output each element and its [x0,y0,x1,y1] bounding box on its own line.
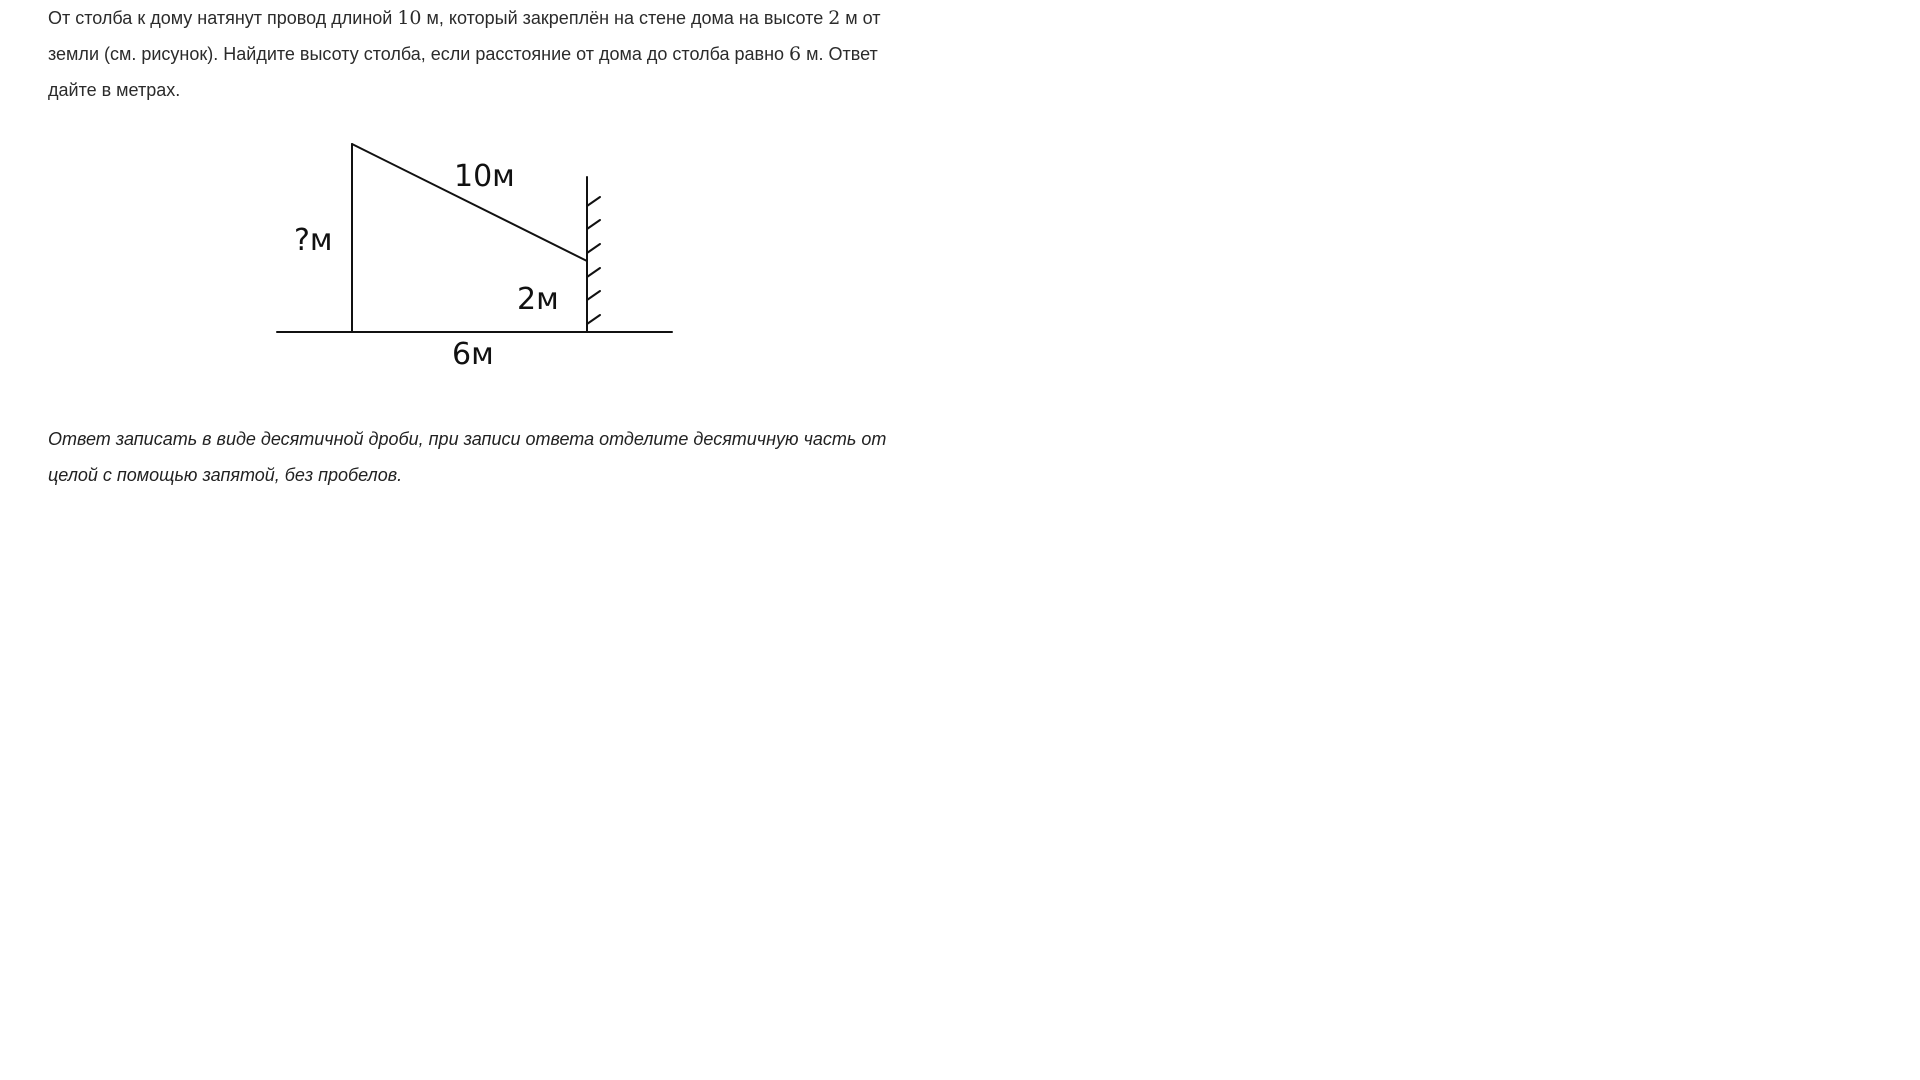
problem-text-part1: От столба к дому натянут провод длиной [48,8,398,28]
wire-length-value: 10 [397,7,422,29]
problem-text-part3: м от земли (см. рисунок). Найдите высоту столба, если расстояние от дома до столба равно [48,8,881,64]
problem-text-part4: м. Ответ дайте в метрах. [48,44,878,100]
distance-value: 6 [789,43,802,65]
pole-height-label: ?м [294,223,333,258]
figure-drawing [272,132,682,372]
problem-text-part2: м, который закреплён на стене дома на высоте [421,8,829,28]
answer-instruction: Ответ записать в виде десятичной дроби, при записи ответа отделите десятичную часть от целой с помощью запятой, без пробелов. [48,429,887,485]
problem-figure [272,132,682,372]
attach-height-value: 2 [828,7,841,29]
problem-statement [48,0,898,108]
wall-hatching [587,197,600,324]
wall-height-label: 2м [517,282,559,317]
ground-distance-label: 6м [452,337,494,372]
wire-length-label: 10м [454,159,515,194]
